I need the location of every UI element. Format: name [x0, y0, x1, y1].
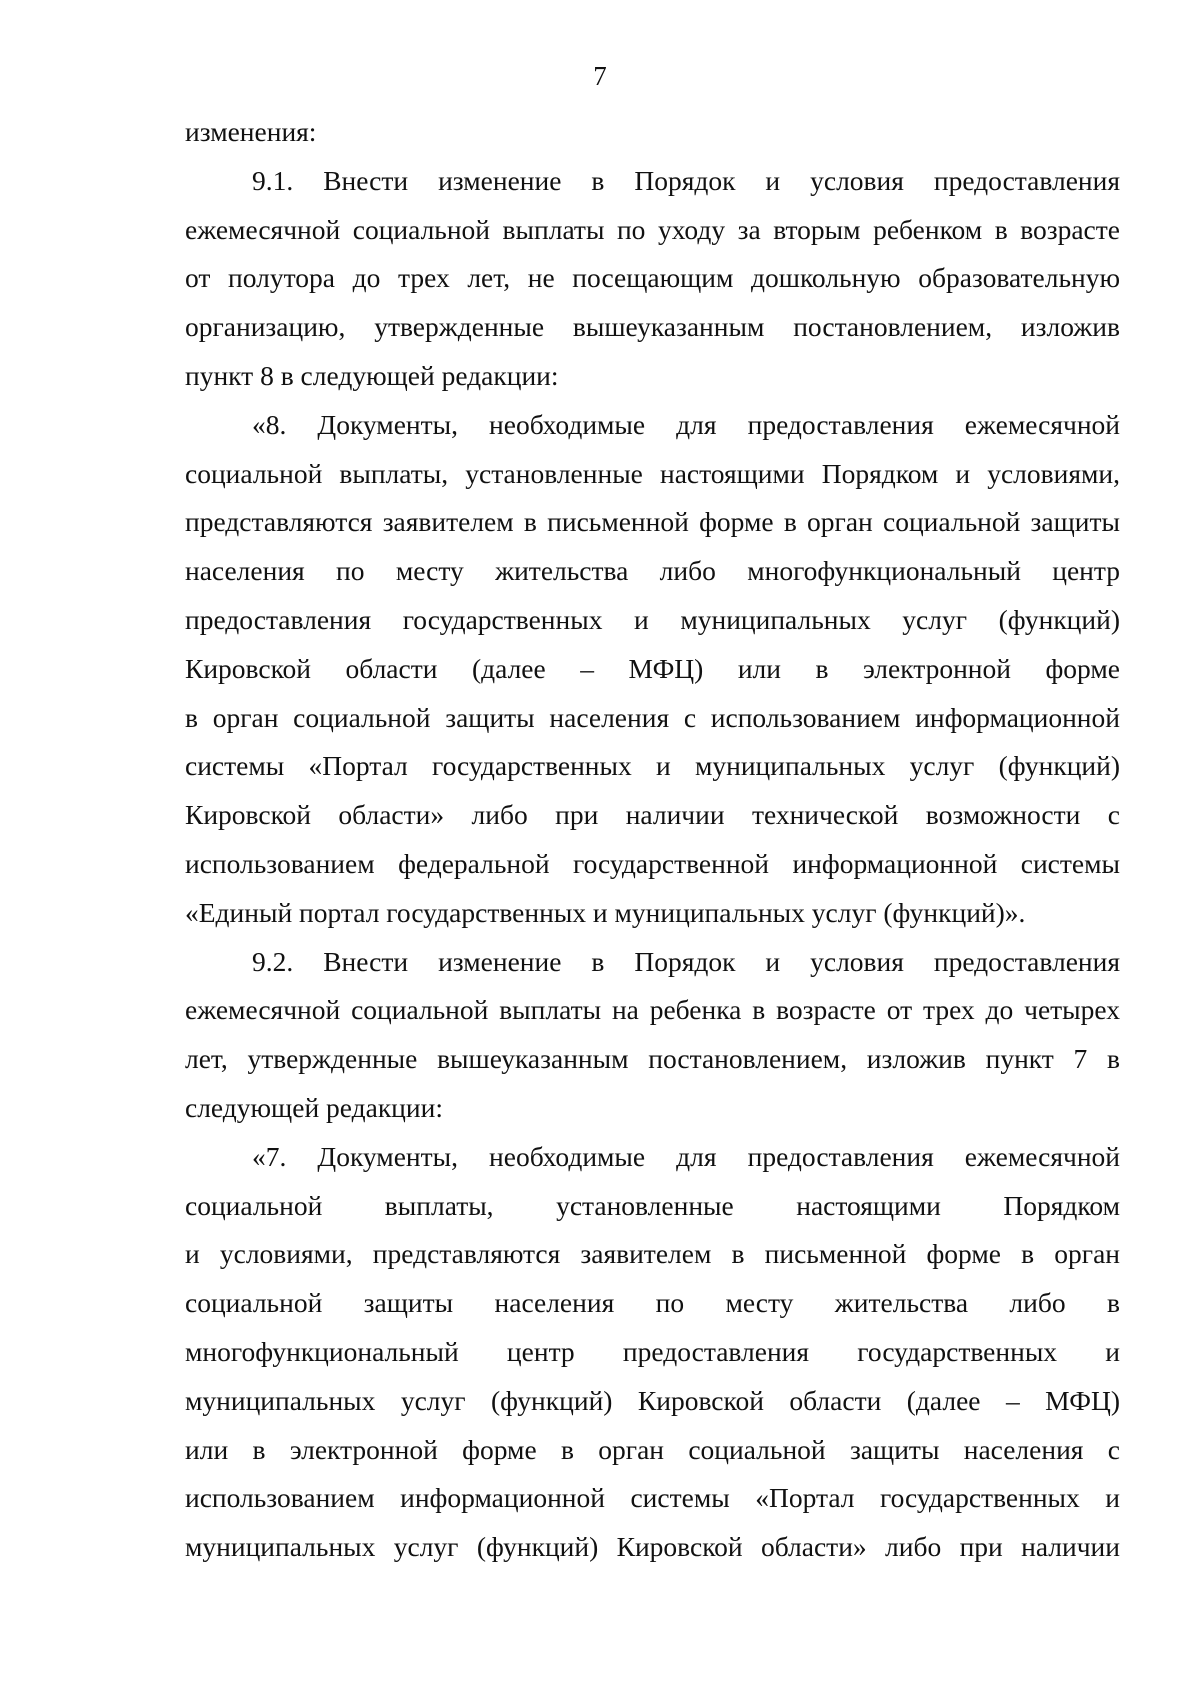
text-line: и условиями, представляются заявителем в письменной форме в орган [185, 1238, 1120, 1270]
text-line: многофункциональный центр предоставления государственных и [185, 1335, 1120, 1367]
text-line: муниципальных услуг (функций) Кировской области (далее – МФЦ) [185, 1384, 1120, 1416]
text-line: социальной защиты населения по месту жительства либо в [185, 1287, 1120, 1319]
text-line: ежемесячной социальной выплаты по уходу за вторым ребенком в возрасте [185, 213, 1120, 245]
text-line: «8. Документы, необходимые для предоставления ежемесячной [252, 408, 1120, 440]
text-line: «7. Документы, необходимые для предоставления ежемесячной [252, 1140, 1120, 1172]
text-line: лет, утвержденные вышеуказанным постановлением, изложив пункт 7 в [185, 1043, 1120, 1075]
text-line: Кировской области» либо при наличии технической возможности с [185, 799, 1120, 831]
text-line: использованием федеральной государственной информационной системы [185, 847, 1120, 879]
text-line: социальной выплаты, установленные настоящими Порядком [185, 1189, 1120, 1221]
text-line: от полутора до трех лет, не посещающим дошкольную образовательную [185, 262, 1120, 294]
text-line: или в электронной форме в орган социальной защиты населения с [185, 1433, 1120, 1465]
text-line: ежемесячной социальной выплаты на ребенка в возрасте от трех до четырех [185, 994, 1120, 1026]
text-line: системы «Портал государственных и муниципальных услуг (функций) [185, 750, 1120, 782]
text-line: «Единый портал государственных и муниципальных услуг (функций)». [185, 896, 1026, 928]
page-number: 7 [593, 61, 607, 91]
text-line: пункт 8 в следующей редакции: [185, 359, 559, 391]
text-line: социальной выплаты, установленные настоящими Порядком и условиями, [185, 457, 1120, 489]
text-line: использованием информационной системы «Портал государственных и [185, 1482, 1120, 1514]
text-line: изменения: [185, 116, 317, 147]
document-body [185, 108, 1120, 1572]
text-line: муниципальных услуг (функций) Кировской области» либо при наличии [185, 1531, 1120, 1563]
text-line: организацию, утвержденные вышеуказанным постановлением, изложив [185, 311, 1120, 343]
text-line: представляются заявителем в письменной форме в орган социальной защиты [185, 506, 1120, 538]
text-line: в орган социальной защиты населения с использованием информационной [185, 701, 1120, 733]
text-line: следующей редакции: [185, 1091, 443, 1123]
text-line: 9.1. Внести изменение в Порядок и условия предоставления [252, 164, 1120, 196]
text-line: 9.2. Внести изменение в Порядок и условия предоставления [252, 945, 1120, 977]
text-line: Кировской области (далее – МФЦ) или в электронной форме [185, 652, 1120, 684]
text-line: населения по месту жительства либо многофункциональный центр [185, 555, 1120, 587]
text-line: предоставления государственных и муниципальных услуг (функций) [185, 603, 1120, 635]
